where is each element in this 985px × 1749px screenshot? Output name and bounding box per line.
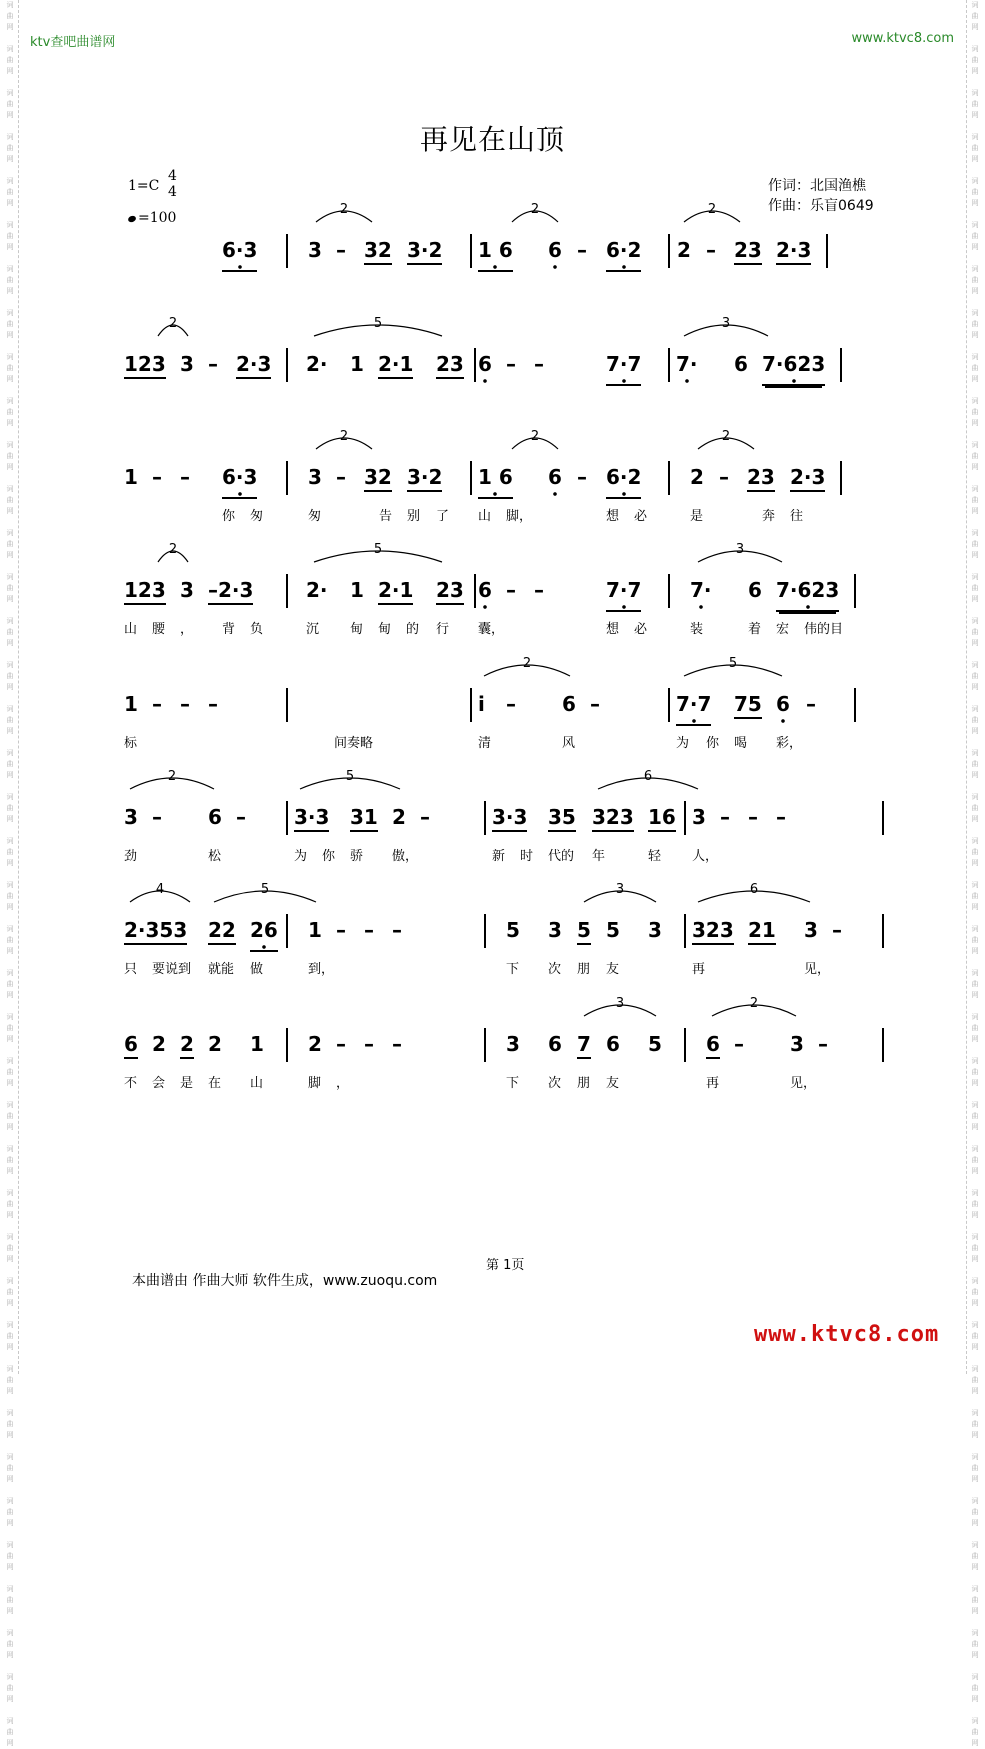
header-site-url[interactable]: www.ktvc8.com	[851, 31, 954, 46]
note-token: 6	[562, 692, 576, 716]
lyric-syllable: ，	[336, 1076, 350, 1091]
note-token: 2·353	[124, 918, 187, 945]
lyric-syllable: 山	[250, 1076, 264, 1091]
lyric-syllable: ，	[180, 622, 194, 637]
slur-tuplet-number: 2	[530, 202, 540, 217]
note-token: 3	[308, 465, 322, 489]
lyric-syllable: 腰	[152, 622, 166, 637]
time-top: 4	[168, 168, 177, 184]
note-token: 3	[804, 918, 818, 942]
note-token: 7·	[676, 352, 698, 384]
bar-line	[668, 574, 670, 608]
note-token: 7	[577, 1032, 591, 1059]
tempo-value: =100	[138, 210, 177, 226]
lyric-syllable: 匆	[308, 509, 322, 524]
bar-line	[826, 234, 828, 268]
slur-tuplet-number: 2	[167, 769, 177, 784]
bar-line	[882, 801, 884, 835]
lyric-syllable: 会	[152, 1076, 166, 1091]
bar-line	[684, 1028, 686, 1062]
note-token: 2	[180, 1032, 194, 1059]
bar-line	[882, 1028, 884, 1062]
note-token: 22	[208, 918, 236, 945]
bar-line	[840, 461, 842, 495]
note-token: 1	[124, 692, 138, 716]
note-token: 123	[124, 352, 166, 379]
lyric-syllable: 脚，	[506, 509, 533, 524]
side-watermark-right: 词 曲 网 词 曲 网 词 曲 网 词 曲 网 词 曲 网 词 曲 网 词 曲 网 词 曲 网 词 曲 网 词 曲 网 词 曲 网 词 曲 网 词 曲 网 词 曲 网 词 曲 网 词 曲 网 词 曲 网 词 曲 网 词 曲 网 词 曲 网 词 曲 网 词 曲 网 词 曲 网 词 曲 网 词 曲 网 词 曲 网 词 曲 网 词 曲 网 词 曲 网 词 曲 网 词 曲 网 词 曲 网 词 曲 网 词 曲 网 词 曲 网 词 曲 网 词 曲 网 词 曲 网 词 曲 网 词 曲 网	[966, 0, 983, 1374]
slur-layer	[0, 874, 985, 914]
slur-tuplet-number: 5	[345, 769, 355, 784]
note-token: 6	[208, 805, 222, 829]
note-token: –	[336, 918, 346, 942]
slur-tuplet-number: 6	[643, 769, 653, 784]
note-token: 6·2	[606, 238, 641, 272]
note-token: 32	[364, 238, 392, 265]
lyric-syllable: 奔	[762, 509, 776, 524]
bar-line	[854, 688, 856, 722]
generated-by: 本曲谱由 作曲大师 软件生成，www.zuoqu.com	[132, 1273, 438, 1289]
note-token: 2	[677, 238, 691, 262]
note-token: 1 6	[478, 465, 513, 499]
note-token: 3	[308, 238, 322, 262]
note-token: 3	[692, 805, 706, 829]
lyric-syllable: 了	[436, 509, 450, 524]
lyric-syllable: 劲	[124, 849, 138, 864]
lyric-syllable: 伟的目	[804, 622, 844, 637]
note-token: 6·3	[222, 238, 257, 272]
note-token: 7·7	[676, 692, 711, 726]
lyric-syllable: 年	[592, 849, 606, 864]
note-token: 3	[124, 805, 138, 829]
note-token: 6	[478, 578, 492, 610]
note-token: 2·3	[776, 238, 811, 265]
slur-tuplet-number: 2	[339, 202, 349, 217]
lyric-syllable: 往	[790, 509, 804, 524]
lyric-syllable: 为	[294, 849, 308, 864]
note-token: 3	[548, 918, 562, 942]
lyric-syllable: 装	[690, 622, 704, 637]
lyric-syllable: 见，	[804, 962, 831, 977]
note-token: 7·7	[606, 352, 641, 386]
bar-line	[286, 1028, 288, 1062]
note-token: 2·3	[236, 352, 271, 379]
note-token: 31	[350, 805, 378, 832]
slur-tuplet-number: 4	[155, 882, 165, 897]
lyric-syllable: 清	[478, 736, 492, 751]
note-token: –	[180, 465, 190, 489]
slur-tuplet-number: 6	[749, 882, 759, 897]
lyric-syllable: 时	[520, 849, 534, 864]
note-token: 23	[734, 238, 762, 265]
lyric-syllable: 代的	[548, 849, 575, 864]
lyric-syllable: 你	[222, 509, 236, 524]
note-token: –	[734, 1032, 744, 1056]
note-token: 3·3	[294, 805, 329, 832]
note-token: –	[534, 352, 544, 376]
note-token: 6	[124, 1032, 138, 1059]
lyric-syllable: 朋	[577, 962, 591, 977]
note-token: 2·3	[790, 465, 825, 492]
slur-tuplet-number: 2	[707, 202, 717, 217]
slur-tuplet-number: 2	[168, 542, 178, 557]
brand-logo[interactable]: www.ktvc8.com	[754, 1322, 940, 1347]
lyric-syllable: 宏	[776, 622, 790, 637]
lyric-syllable: 山	[124, 622, 138, 637]
lyric-syllable: 友	[606, 1076, 620, 1091]
note-token: 6	[734, 352, 748, 376]
note-token: 3·3	[492, 805, 527, 832]
note-token: –	[208, 352, 218, 376]
slur-tuplet-number: 3	[615, 996, 625, 1011]
note-token: 1 6	[478, 238, 513, 272]
slur-tuplet-number: 2	[530, 429, 540, 444]
note-token: –	[577, 465, 587, 489]
bar-line	[286, 574, 288, 608]
lyric-syllable: 你	[322, 849, 336, 864]
time-bottom: 4	[168, 184, 177, 200]
bar-line	[474, 348, 476, 382]
note-token: 6	[748, 578, 762, 602]
note-token: 2	[392, 805, 406, 829]
note-token: 23	[747, 465, 775, 492]
slur-layer	[0, 534, 985, 574]
lyric-syllable: 松	[208, 849, 222, 864]
note-token: 5	[606, 918, 620, 942]
note-token: –	[590, 692, 600, 716]
note-token: 323	[592, 805, 634, 832]
note-token: –	[336, 238, 346, 262]
note-token: –	[832, 918, 842, 942]
lyric-syllable: 骄	[350, 849, 364, 864]
lyric-syllable: 再	[692, 962, 706, 977]
slur-tuplet-number: 2	[749, 996, 759, 1011]
lyric-syllable: 见，	[790, 1076, 817, 1091]
lyric-syllable: 山	[478, 509, 492, 524]
note-token: –	[748, 805, 758, 829]
lyric-syllable: 只	[124, 962, 138, 977]
lyric-syllable: 必	[634, 509, 648, 524]
slur-layer	[0, 194, 985, 234]
side-watermark-left: 词 曲 网 词 曲 网 词 曲 网 词 曲 网 词 曲 网 词 曲 网 词 曲 网 词 曲 网 词 曲 网 词 曲 网 词 曲 网 词 曲 网 词 曲 网 词 曲 网 词 曲 网 词 曲 网 词 曲 网 词 曲 网 词 曲 网 词 曲 网 词 曲 网 词 曲 网 词 曲 网 词 曲 网 词 曲 网 词 曲 网 词 曲 网 词 曲 网 词 曲 网 词 曲 网 词 曲 网 词 曲 网 词 曲 网 词 曲 网 词 曲 网 词 曲 网 词 曲 网 词 曲 网 词 曲 网 词 曲 网	[2, 0, 19, 1374]
note-token: 2·	[306, 578, 328, 602]
bar-line	[286, 914, 288, 948]
bar-line	[286, 688, 288, 722]
lyric-syllable: 你	[706, 736, 720, 751]
lyric-syllable: 下	[506, 1076, 520, 1091]
lyric-syllable: 次	[548, 962, 562, 977]
note-token: 6	[548, 1032, 562, 1056]
note-token: –	[719, 465, 729, 489]
note-token: –	[236, 805, 246, 829]
lyric-syllable: 到，	[308, 962, 335, 977]
note-token: 2	[152, 1032, 166, 1056]
note-token: 6	[706, 1032, 720, 1059]
lyric-syllable: 次	[548, 1076, 562, 1091]
lyric-syllable: 是	[690, 509, 704, 524]
note-token: 3·2	[407, 238, 442, 265]
note-token: 3	[180, 352, 194, 376]
header-site-name[interactable]: ktv查吧曲谱网	[30, 35, 116, 50]
lyric-syllable: 告	[379, 509, 393, 524]
note-token: –	[364, 1032, 374, 1056]
note-token: 1	[250, 1032, 264, 1056]
note-token: –	[152, 805, 162, 829]
note-token: –	[392, 1032, 402, 1056]
lyric-syllable: 下	[506, 962, 520, 977]
lyric-syllable: 朋	[577, 1076, 591, 1091]
bar-line	[684, 914, 686, 948]
bar-line	[668, 688, 670, 722]
bar-line	[668, 348, 670, 382]
note-token: –	[577, 238, 587, 262]
note-token: 2·1	[378, 578, 413, 605]
note-token: 16	[648, 805, 676, 832]
note-token: 75	[734, 692, 762, 719]
bar-line	[474, 574, 476, 608]
score-row-8	[0, 996, 985, 1136]
note-token: 23	[436, 578, 464, 605]
bar-line	[286, 461, 288, 495]
note-token: –	[180, 692, 190, 716]
bar-line	[470, 461, 472, 495]
note-token: 32	[364, 465, 392, 492]
note-token: –	[152, 465, 162, 489]
bar-line	[484, 1028, 486, 1062]
bar-line	[470, 688, 472, 722]
slur-tuplet-number: 2	[522, 656, 532, 671]
note-token: 3	[648, 918, 662, 942]
slur-layer	[0, 308, 985, 348]
slur-tuplet-number: 5	[728, 656, 738, 671]
bar-line	[668, 461, 670, 495]
lyric-syllable: 别	[407, 509, 421, 524]
note-token: –	[420, 805, 430, 829]
note-token: 3	[790, 1032, 804, 1056]
note-token: –	[706, 238, 716, 262]
note-token: –	[534, 578, 544, 602]
note-token: 1	[350, 578, 364, 602]
note-token: –	[364, 918, 374, 942]
note-token: 1	[350, 352, 364, 376]
note-token: 123	[124, 578, 166, 605]
note-token: 23	[436, 352, 464, 379]
note-token: –2·3	[208, 578, 253, 605]
slur-layer	[0, 761, 985, 801]
note-token: –	[776, 805, 786, 829]
note-token: 5	[506, 918, 520, 942]
note-token: 6	[478, 352, 492, 384]
bar-line	[854, 574, 856, 608]
lyric-syllable: 做	[250, 962, 264, 977]
lyric-syllable: 人，	[692, 849, 719, 864]
lyric-syllable: 囊，	[478, 622, 505, 637]
note-token: 2	[308, 1032, 322, 1056]
slur-tuplet-number: 3	[735, 542, 745, 557]
lyric-syllable: 轻	[648, 849, 662, 864]
lyric-syllable: 想	[606, 509, 620, 524]
note-token: –	[336, 1032, 346, 1056]
lyric-syllable: 甸	[350, 622, 364, 637]
lyric-syllable: 要说到	[152, 962, 192, 977]
lyric-syllable: 负	[250, 622, 264, 637]
bar-line	[840, 348, 842, 382]
lyric-syllable: 就能	[208, 962, 235, 977]
lyric-syllable: 喝	[734, 736, 748, 751]
note-token: –	[506, 578, 516, 602]
slur-tuplet-number: 3	[721, 316, 731, 331]
note-token: –	[506, 352, 516, 376]
bar-line	[684, 801, 686, 835]
note-token: i	[478, 692, 485, 716]
lyric-syllable: 间奏略	[334, 736, 374, 751]
lyric-syllable: 标	[124, 736, 138, 751]
lyric-syllable: 想	[606, 622, 620, 637]
lyric-syllable: 背	[222, 622, 236, 637]
note-token: 7·623	[776, 578, 839, 612]
slur-layer	[0, 421, 985, 461]
note-token: –	[392, 918, 402, 942]
note-token: 7·7	[606, 578, 641, 612]
lyric-syllable: 甸	[378, 622, 392, 637]
note-token: 1	[124, 465, 138, 489]
lyric-syllable: 是	[180, 1076, 194, 1091]
slur-tuplet-number: 5	[260, 882, 270, 897]
lyric-syllable: 匆	[250, 509, 264, 524]
lyric-syllable: 脚	[308, 1076, 322, 1091]
lyric-syllable: 彩，	[776, 736, 803, 751]
note-token: –	[208, 692, 218, 716]
note-token: 3·2	[407, 465, 442, 492]
slur-tuplet-number: 5	[373, 542, 383, 557]
composer: 作曲：乐盲0649	[768, 198, 874, 214]
note-token: –	[806, 692, 816, 716]
note-token: 2·	[306, 352, 328, 376]
lyric-syllable: 沉	[306, 622, 320, 637]
bar-line	[286, 234, 288, 268]
note-token: 26	[250, 918, 278, 952]
lyric-syllable: 行	[436, 622, 450, 637]
note-token: –	[720, 805, 730, 829]
note-token: 3	[506, 1032, 520, 1056]
note-token: –	[336, 465, 346, 489]
page-number: 第 1页	[486, 1258, 525, 1273]
bar-line	[668, 234, 670, 268]
bar-line	[882, 914, 884, 948]
note-token: 3	[180, 578, 194, 602]
note-token: 6	[606, 1032, 620, 1056]
note-token: 6	[548, 238, 562, 270]
note-token: 5	[648, 1032, 662, 1056]
note-token: –	[818, 1032, 828, 1056]
note-token: 6	[548, 465, 562, 497]
note-token: 35	[548, 805, 576, 832]
note-token: 323	[692, 918, 734, 945]
lyric-syllable: 必	[634, 622, 648, 637]
lyric-syllable: 在	[208, 1076, 222, 1091]
note-token: 6·3	[222, 465, 257, 499]
note-token: 6·2	[606, 465, 641, 499]
note-token: –	[506, 692, 516, 716]
slur-layer	[0, 648, 985, 688]
slur-tuplet-number: 5	[373, 316, 383, 331]
note-token: 2	[690, 465, 704, 489]
bar-line	[286, 801, 288, 835]
slur-tuplet-number: 2	[339, 429, 349, 444]
note-token: 2·1	[378, 352, 413, 379]
bar-line	[286, 348, 288, 382]
slur-tuplet-number: 3	[615, 882, 625, 897]
note-token: –	[152, 692, 162, 716]
note-token: 1	[308, 918, 322, 942]
bar-line	[484, 801, 486, 835]
lyric-syllable: 不	[124, 1076, 138, 1091]
note-token: 2	[208, 1032, 222, 1056]
note-token: 7·623	[762, 352, 825, 386]
lyric-syllable: 友	[606, 962, 620, 977]
lyricist: 作词：北国渔樵	[768, 178, 866, 194]
slur-tuplet-number: 2	[721, 429, 731, 444]
lyric-syllable: 为	[676, 736, 690, 751]
lyric-syllable: 风	[562, 736, 576, 751]
lyric-syllable: 着	[748, 622, 762, 637]
lyric-syllable: 的	[406, 622, 420, 637]
note-token: 21	[748, 918, 776, 945]
lyric-syllable: 傲，	[392, 849, 419, 864]
bar-line	[484, 914, 486, 948]
key-label: 1=C	[128, 178, 160, 194]
note-token: 7·	[690, 578, 712, 610]
slur-layer	[0, 988, 985, 1028]
note-token: 6	[776, 692, 790, 724]
lyric-syllable: 新	[492, 849, 506, 864]
note-token: 5	[577, 918, 591, 945]
slur-tuplet-number: 2	[168, 316, 178, 331]
bar-line	[470, 234, 472, 268]
song-title: 再见在山顶	[419, 123, 565, 156]
lyric-syllable: 再	[706, 1076, 720, 1091]
